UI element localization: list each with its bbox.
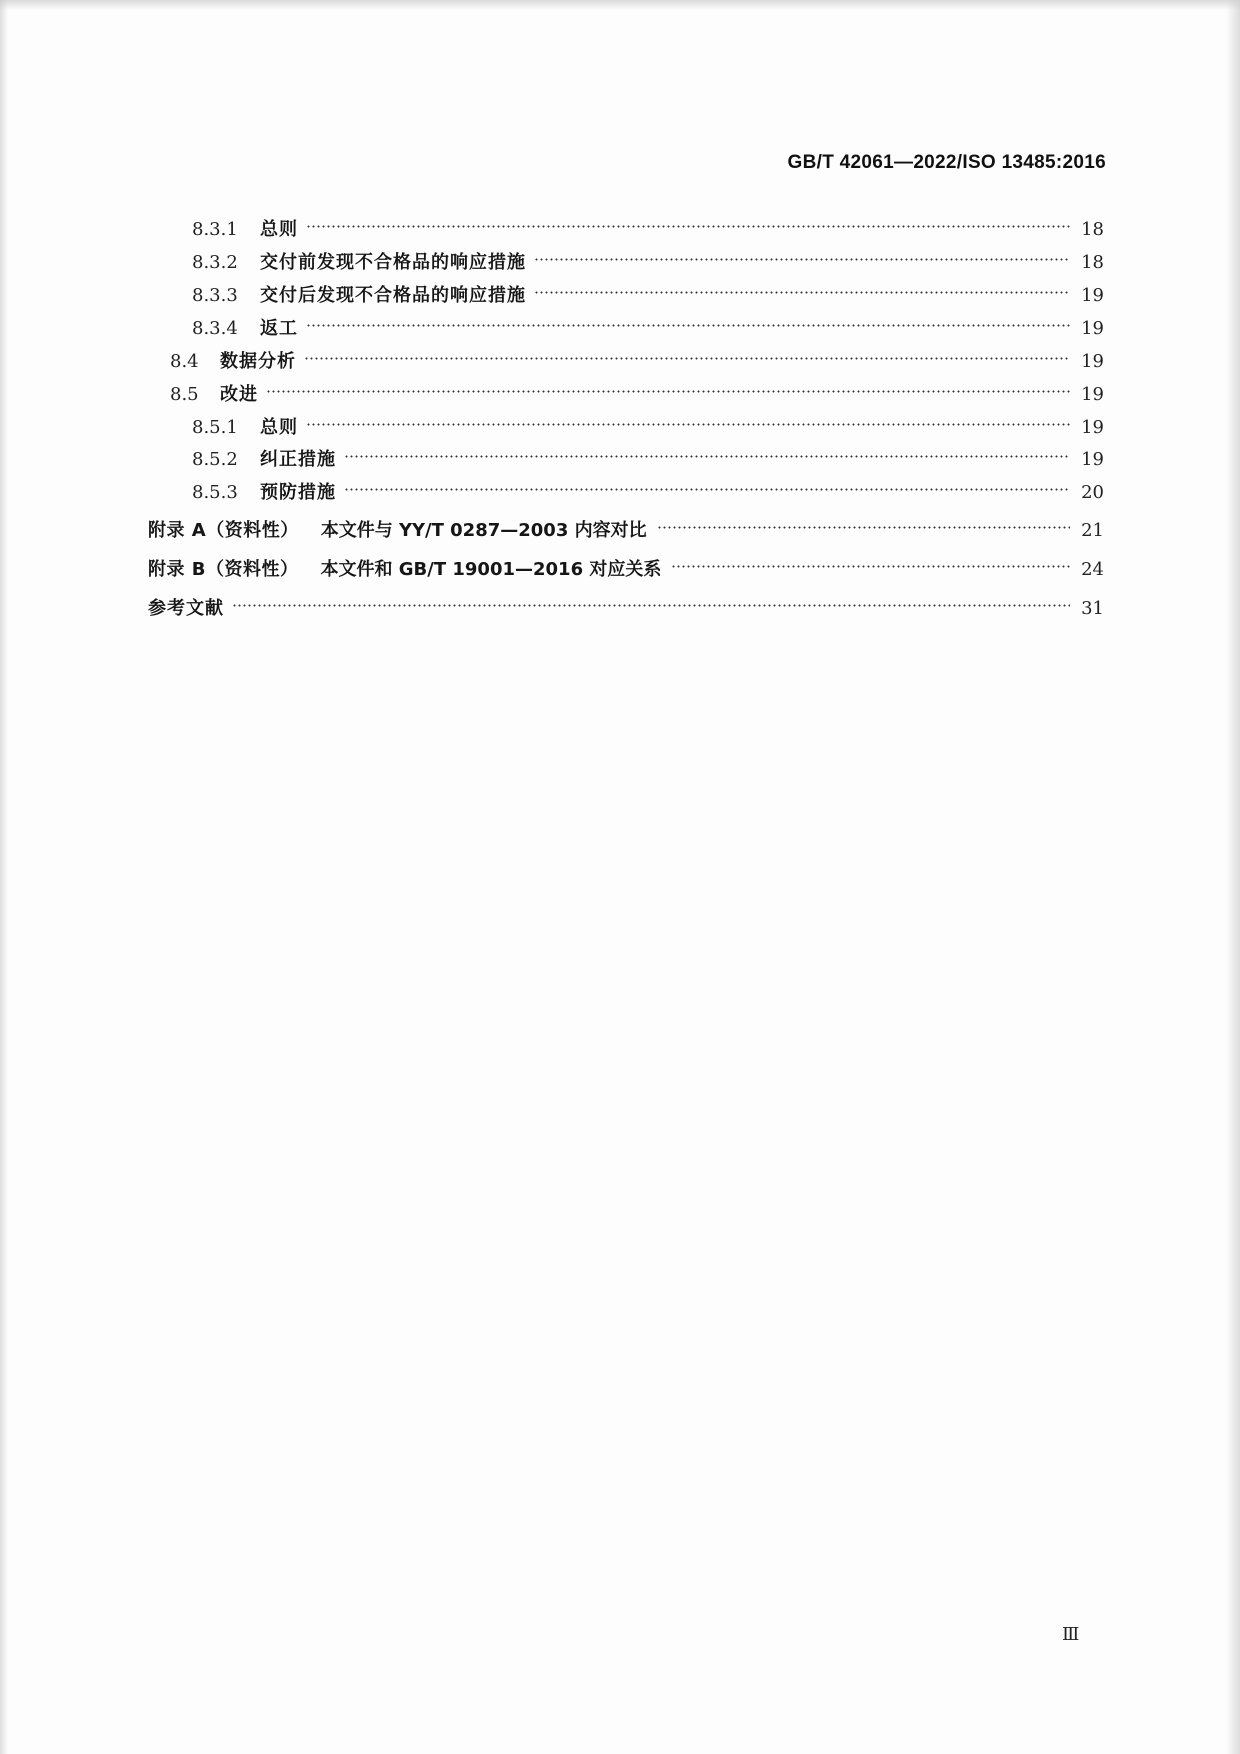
- page-number-roman: Ⅲ: [1062, 1624, 1080, 1645]
- scan-edge-top: [0, 0, 1240, 10]
- leader-dots: [304, 341, 1070, 367]
- annex-title: 本文件和 GB/T 19001—2016 对应关系: [320, 559, 662, 580]
- toc-entry-number: 8.3.1: [192, 219, 238, 240]
- leader-dots: [534, 275, 1070, 301]
- toc-entry[interactable]: [192, 275, 1104, 306]
- toc-entry-page: 18: [1081, 252, 1104, 273]
- bibliography-title: 参考文献: [148, 598, 224, 619]
- leader-dots: [266, 374, 1070, 400]
- toc-entry[interactable]: [192, 242, 1104, 273]
- toc-entry-page: 20: [1081, 482, 1104, 503]
- toc-entry-page: 19: [1081, 285, 1104, 306]
- toc-entry[interactable]: [170, 341, 1104, 372]
- toc-entry-number: 8.5.2: [192, 449, 238, 470]
- toc-entry-title: 返工: [260, 318, 298, 339]
- toc-entry-page: 19: [1081, 351, 1104, 372]
- toc-entry-title: 总则: [260, 219, 298, 240]
- leader-dots: [306, 308, 1070, 334]
- toc-entry[interactable]: [192, 407, 1104, 438]
- toc-bibliography-entry[interactable]: [148, 588, 1104, 619]
- toc-entry-page: 19: [1081, 318, 1104, 339]
- toc-entry-number: 8.5.1: [192, 417, 238, 438]
- leader-dots: [344, 439, 1070, 465]
- annex-page: 21: [1081, 520, 1104, 541]
- leader-dots: [534, 242, 1070, 268]
- toc-entry-number: 8.3.2: [192, 252, 238, 273]
- annex-label: 附录 B（资料性）: [148, 559, 299, 580]
- toc-entry-title: 交付前发现不合格品的响应措施: [260, 252, 526, 273]
- toc-entry[interactable]: [192, 472, 1104, 503]
- toc-entry[interactable]: [170, 374, 1104, 405]
- toc-entry-number: 8.4: [170, 351, 199, 372]
- scan-edge-left: [0, 0, 8, 1754]
- annex-label: 附录 A（资料性）: [148, 520, 299, 541]
- toc-entry-title: 数据分析: [220, 351, 296, 372]
- toc-entry-page: 19: [1081, 384, 1104, 405]
- standard-code-header: GB/T 42061—2022/ISO 13485:2016: [787, 152, 1106, 173]
- toc-entry-number: 8.3.3: [192, 285, 238, 306]
- leader-dots: [306, 407, 1070, 433]
- scan-edge-right: [1226, 0, 1240, 1754]
- toc-entry[interactable]: [192, 439, 1104, 470]
- leader-dots: [232, 588, 1070, 614]
- toc-entry-title: 交付后发现不合格品的响应措施: [260, 285, 526, 306]
- toc-entry-number: 8.5: [170, 384, 199, 405]
- toc-entry-page: 18: [1081, 219, 1104, 240]
- toc-entry-title: 总则: [260, 417, 298, 438]
- toc-entry-title: 纠正措施: [260, 449, 336, 470]
- leader-dots: [306, 209, 1070, 235]
- annex-title: 本文件与 YY/T 0287—2003 内容对比: [320, 520, 647, 541]
- leader-dots: [671, 549, 1070, 575]
- leader-dots: [657, 510, 1070, 536]
- toc-entry-number: 8.3.4: [192, 318, 238, 339]
- toc-entry-number: 8.5.3: [192, 482, 238, 503]
- bibliography-page: 31: [1081, 598, 1104, 619]
- toc-entry[interactable]: [192, 209, 1104, 240]
- annex-page: 24: [1081, 559, 1104, 580]
- toc-entry-page: 19: [1081, 449, 1104, 470]
- toc-entry-title: 预防措施: [260, 482, 336, 503]
- toc-annex-entry[interactable]: [148, 510, 1104, 541]
- toc-entry-title: 改进: [220, 384, 258, 405]
- toc-annex-entry[interactable]: [148, 549, 1104, 580]
- leader-dots: [344, 472, 1070, 498]
- toc-entry[interactable]: [192, 308, 1104, 339]
- toc-entry-page: 19: [1081, 417, 1104, 438]
